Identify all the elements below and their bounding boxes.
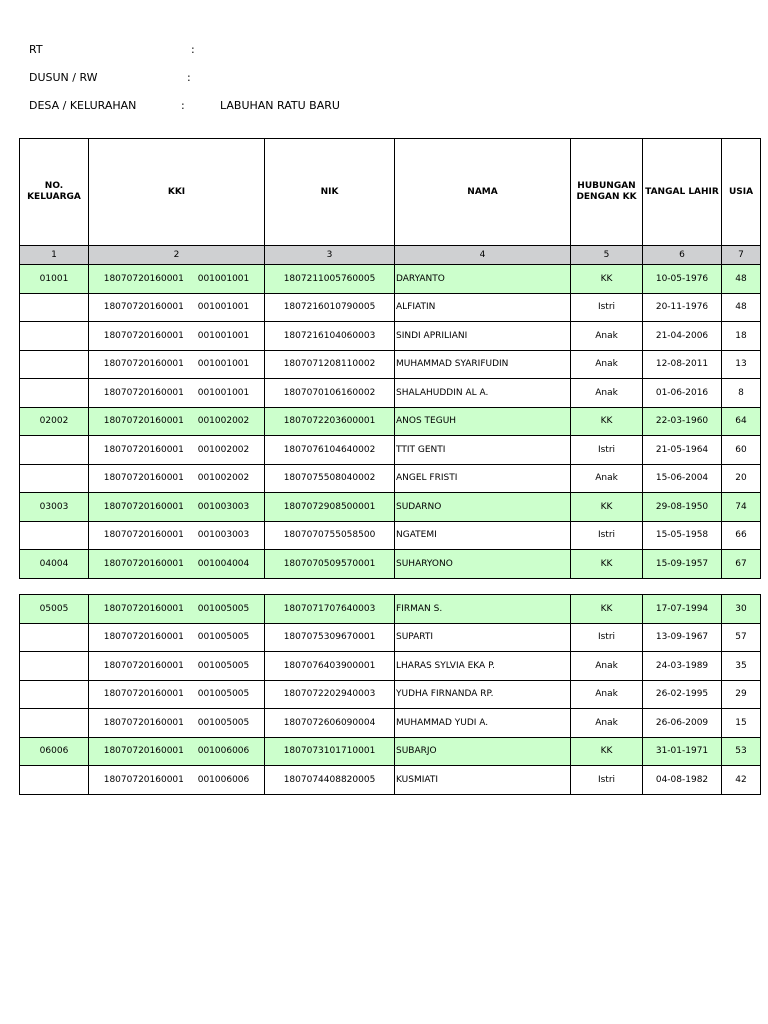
tanggal-lahir-cell: 15-05-1958	[643, 521, 722, 550]
usia-cell: 18	[722, 322, 761, 351]
no-keluarga-cell	[20, 623, 89, 652]
kki-suffix: 001003003	[197, 530, 250, 541]
kki-number: 18070720160001	[103, 632, 184, 643]
kki-number: 18070720160001	[103, 501, 184, 512]
rt-colon: :	[191, 43, 195, 56]
no-keluarga-cell: 02002	[20, 407, 89, 436]
usia-cell: 30	[722, 595, 761, 624]
kki-cell	[89, 350, 265, 379]
col-header-tangal-lahir: TANGAL LAHIR	[643, 139, 722, 246]
usia-cell: 60	[722, 436, 761, 465]
no-keluarga-cell: 05005	[20, 595, 89, 624]
column-number-row	[20, 246, 761, 265]
kki-suffix: 001004004	[197, 558, 250, 569]
tanggal-lahir-cell: 31-01-1971	[643, 737, 722, 766]
dusun-colon: :	[187, 71, 191, 84]
table-row	[20, 293, 761, 322]
table-row	[20, 407, 761, 436]
kki-number: 18070720160001	[103, 746, 184, 757]
kki-cell	[89, 623, 265, 652]
nama-cell: TTIT GENTI	[395, 436, 571, 465]
nama-cell: SHALAHUDDIN AL A.	[395, 379, 571, 408]
nik-cell: 1807072203600001	[265, 407, 395, 436]
col-number: 4	[395, 246, 571, 265]
table-row	[20, 493, 761, 522]
kki-cell	[89, 322, 265, 351]
kki-number: 18070720160001	[103, 689, 184, 700]
usia-cell: 67	[722, 550, 761, 579]
hubungan-cell: Anak	[571, 680, 643, 709]
kki-number: 18070720160001	[103, 473, 184, 484]
kki-number: 18070720160001	[103, 717, 184, 728]
col-number: 7	[722, 246, 761, 265]
no-keluarga-cell	[20, 766, 89, 795]
usia-cell: 66	[722, 521, 761, 550]
kki-suffix: 001003003	[197, 501, 250, 512]
nik-cell: 1807211005760005	[265, 265, 395, 294]
tanggal-lahir-cell: 26-06-2009	[643, 709, 722, 738]
hubungan-cell: KK	[571, 595, 643, 624]
tanggal-lahir-cell: 12-08-2011	[643, 350, 722, 379]
kki-suffix: 001002002	[197, 444, 250, 455]
no-keluarga-cell	[20, 436, 89, 465]
tanggal-lahir-cell: 20-11-1976	[643, 293, 722, 322]
col-number: 6	[643, 246, 722, 265]
kki-number: 18070720160001	[103, 359, 184, 370]
nik-cell: 1807070509570001	[265, 550, 395, 579]
desa-colon: :	[181, 99, 185, 112]
kki-number: 18070720160001	[103, 774, 184, 785]
no-keluarga-cell	[20, 322, 89, 351]
tanggal-lahir-cell: 04-08-1982	[643, 766, 722, 795]
tanggal-lahir-cell: 26-02-1995	[643, 680, 722, 709]
col-header-nik: NIK	[265, 139, 395, 246]
kki-cell	[89, 379, 265, 408]
hubungan-cell: Istri	[571, 521, 643, 550]
tanggal-lahir-cell: 29-08-1950	[643, 493, 722, 522]
kki-cell	[89, 293, 265, 322]
col-header-nama: NAMA	[395, 139, 571, 246]
rt-label: RT	[29, 43, 43, 56]
usia-cell: 13	[722, 350, 761, 379]
no-keluarga-cell: 03003	[20, 493, 89, 522]
table-row	[20, 379, 761, 408]
family-table-continued	[19, 594, 761, 795]
kki-suffix: 001001001	[197, 302, 250, 313]
table-row	[20, 322, 761, 351]
nik-cell: 1807072908500001	[265, 493, 395, 522]
nama-cell: LHARAS SYLVIA EKA P.	[395, 652, 571, 681]
nama-cell: SUPARTI	[395, 623, 571, 652]
kki-cell	[89, 737, 265, 766]
tanggal-lahir-cell: 21-04-2006	[643, 322, 722, 351]
nik-cell: 1807072202940003	[265, 680, 395, 709]
no-keluarga-cell: 04004	[20, 550, 89, 579]
hubungan-cell: Anak	[571, 464, 643, 493]
table-body-group-1	[20, 265, 761, 579]
kki-cell	[89, 550, 265, 579]
nama-cell: SUDARNO	[395, 493, 571, 522]
nik-cell: 1807216010790005	[265, 293, 395, 322]
col-number: 1	[20, 246, 89, 265]
nik-cell: 1807072606090004	[265, 709, 395, 738]
kki-number: 18070720160001	[103, 416, 184, 427]
kki-number: 18070720160001	[103, 660, 184, 671]
table-body-group-2	[20, 595, 761, 795]
kki-suffix: 001001001	[197, 359, 250, 370]
kki-suffix: 001002002	[197, 416, 250, 427]
tanggal-lahir-cell: 01-06-2016	[643, 379, 722, 408]
kki-cell	[89, 521, 265, 550]
usia-cell: 74	[722, 493, 761, 522]
kki-cell	[89, 436, 265, 465]
nama-cell: SUBARJO	[395, 737, 571, 766]
col-number: 2	[89, 246, 265, 265]
nama-cell: DARYANTO	[395, 265, 571, 294]
nama-cell: ANOS TEGUH	[395, 407, 571, 436]
hubungan-cell: Anak	[571, 709, 643, 738]
kki-suffix: 001002002	[197, 473, 250, 484]
col-number: 3	[265, 246, 395, 265]
usia-cell: 64	[722, 407, 761, 436]
dusun-label: DUSUN / RW	[29, 71, 98, 84]
tanggal-lahir-cell: 17-07-1994	[643, 595, 722, 624]
tanggal-lahir-cell: 24-03-1989	[643, 652, 722, 681]
kki-cell	[89, 595, 265, 624]
table-row	[20, 709, 761, 738]
nik-cell: 1807075508040002	[265, 464, 395, 493]
usia-cell: 57	[722, 623, 761, 652]
hubungan-cell: Anak	[571, 322, 643, 351]
no-keluarga-cell	[20, 521, 89, 550]
kki-cell	[89, 709, 265, 738]
kki-suffix: 001005005	[197, 717, 250, 728]
table-row	[20, 680, 761, 709]
usia-cell: 20	[722, 464, 761, 493]
nik-cell: 1807070106160002	[265, 379, 395, 408]
nama-cell: YUDHA FIRNANDA RP.	[395, 680, 571, 709]
kki-suffix: 001005005	[197, 660, 250, 671]
desa-value: LABUHAN RATU BARU	[220, 99, 340, 112]
nik-cell: 1807073101710001	[265, 737, 395, 766]
kki-suffix: 001001001	[197, 330, 250, 341]
tanggal-lahir-cell: 22-03-1960	[643, 407, 722, 436]
tanggal-lahir-cell: 15-09-1957	[643, 550, 722, 579]
kki-number: 18070720160001	[103, 330, 184, 341]
usia-cell: 35	[722, 652, 761, 681]
kki-suffix: 001006006	[197, 746, 250, 757]
no-keluarga-cell: 06006	[20, 737, 89, 766]
col-header-no-keluarga: NO. KELUARGA	[20, 139, 89, 246]
usia-cell: 42	[722, 766, 761, 795]
tanggal-lahir-cell: 21-05-1964	[643, 436, 722, 465]
kki-suffix: 001006006	[197, 774, 250, 785]
table-row	[20, 436, 761, 465]
col-header-hubungan: HUBUNGAN DENGAN KK	[571, 139, 643, 246]
kki-suffix: 001001001	[197, 273, 250, 284]
nik-cell: 1807075309670001	[265, 623, 395, 652]
kki-number: 18070720160001	[103, 444, 184, 455]
nik-cell: 1807074408820005	[265, 766, 395, 795]
usia-cell: 15	[722, 709, 761, 738]
hubungan-cell: Istri	[571, 436, 643, 465]
kki-number: 18070720160001	[103, 273, 184, 284]
family-table	[19, 138, 761, 579]
no-keluarga-cell	[20, 652, 89, 681]
hubungan-cell: Anak	[571, 350, 643, 379]
kki-number: 18070720160001	[103, 302, 184, 313]
kki-number: 18070720160001	[103, 530, 184, 541]
tanggal-lahir-cell: 15-06-2004	[643, 464, 722, 493]
nik-cell: 1807076403900001	[265, 652, 395, 681]
tanggal-lahir-cell: 10-05-1976	[643, 265, 722, 294]
no-keluarga-cell	[20, 293, 89, 322]
usia-cell: 48	[722, 265, 761, 294]
kki-cell	[89, 680, 265, 709]
nik-cell: 1807216104060003	[265, 322, 395, 351]
hubungan-cell: KK	[571, 407, 643, 436]
hubungan-cell: KK	[571, 493, 643, 522]
hubungan-cell: KK	[571, 265, 643, 294]
kki-suffix: 001005005	[197, 603, 250, 614]
nik-cell: 1807071208110002	[265, 350, 395, 379]
kki-cell	[89, 265, 265, 294]
table-row	[20, 350, 761, 379]
col-number: 5	[571, 246, 643, 265]
no-keluarga-cell	[20, 350, 89, 379]
hubungan-cell: Istri	[571, 293, 643, 322]
nama-cell: MUHAMMAD SYARIFUDIN	[395, 350, 571, 379]
nama-cell: ANGEL FRISTI	[395, 464, 571, 493]
hubungan-cell: Istri	[571, 623, 643, 652]
no-keluarga-cell	[20, 709, 89, 738]
kki-cell	[89, 493, 265, 522]
no-keluarga-cell	[20, 680, 89, 709]
nik-cell: 1807076104640002	[265, 436, 395, 465]
tanggal-lahir-cell: 13-09-1967	[643, 623, 722, 652]
no-keluarga-cell	[20, 379, 89, 408]
nama-cell: NGATEMI	[395, 521, 571, 550]
kki-cell	[89, 766, 265, 795]
table-row	[20, 652, 761, 681]
kki-suffix: 001005005	[197, 689, 250, 700]
kki-suffix: 001005005	[197, 632, 250, 643]
kki-cell	[89, 464, 265, 493]
table-row	[20, 464, 761, 493]
nik-cell: 1807071707640003	[265, 595, 395, 624]
table-row	[20, 265, 761, 294]
kki-number: 18070720160001	[103, 558, 184, 569]
table-row	[20, 623, 761, 652]
hubungan-cell: Anak	[571, 379, 643, 408]
col-header-usia: USIA	[722, 139, 761, 246]
nama-cell: ALFIATIN	[395, 293, 571, 322]
usia-cell: 8	[722, 379, 761, 408]
table-row	[20, 595, 761, 624]
hubungan-cell: KK	[571, 737, 643, 766]
desa-label: DESA / KELURAHAN	[29, 99, 137, 112]
nama-cell: SUHARYONO	[395, 550, 571, 579]
kki-cell	[89, 407, 265, 436]
no-keluarga-cell	[20, 464, 89, 493]
usia-cell: 53	[722, 737, 761, 766]
table-row	[20, 766, 761, 795]
col-header-kki: KKI	[89, 139, 265, 246]
usia-cell: 29	[722, 680, 761, 709]
hubungan-cell: KK	[571, 550, 643, 579]
nama-cell: SINDI APRILIANI	[395, 322, 571, 351]
table-row	[20, 550, 761, 579]
kki-number: 18070720160001	[103, 603, 184, 614]
usia-cell: 48	[722, 293, 761, 322]
nama-cell: MUHAMMAD YUDI A.	[395, 709, 571, 738]
kki-number: 18070720160001	[103, 387, 184, 398]
nik-cell: 1807070755058500	[265, 521, 395, 550]
hubungan-cell: Istri	[571, 766, 643, 795]
table-row	[20, 521, 761, 550]
nama-cell: KUSMIATI	[395, 766, 571, 795]
nama-cell: FIRMAN S.	[395, 595, 571, 624]
kki-cell	[89, 652, 265, 681]
no-keluarga-cell: 01001	[20, 265, 89, 294]
kki-suffix: 001001001	[197, 387, 250, 398]
hubungan-cell: Anak	[571, 652, 643, 681]
table-row	[20, 737, 761, 766]
